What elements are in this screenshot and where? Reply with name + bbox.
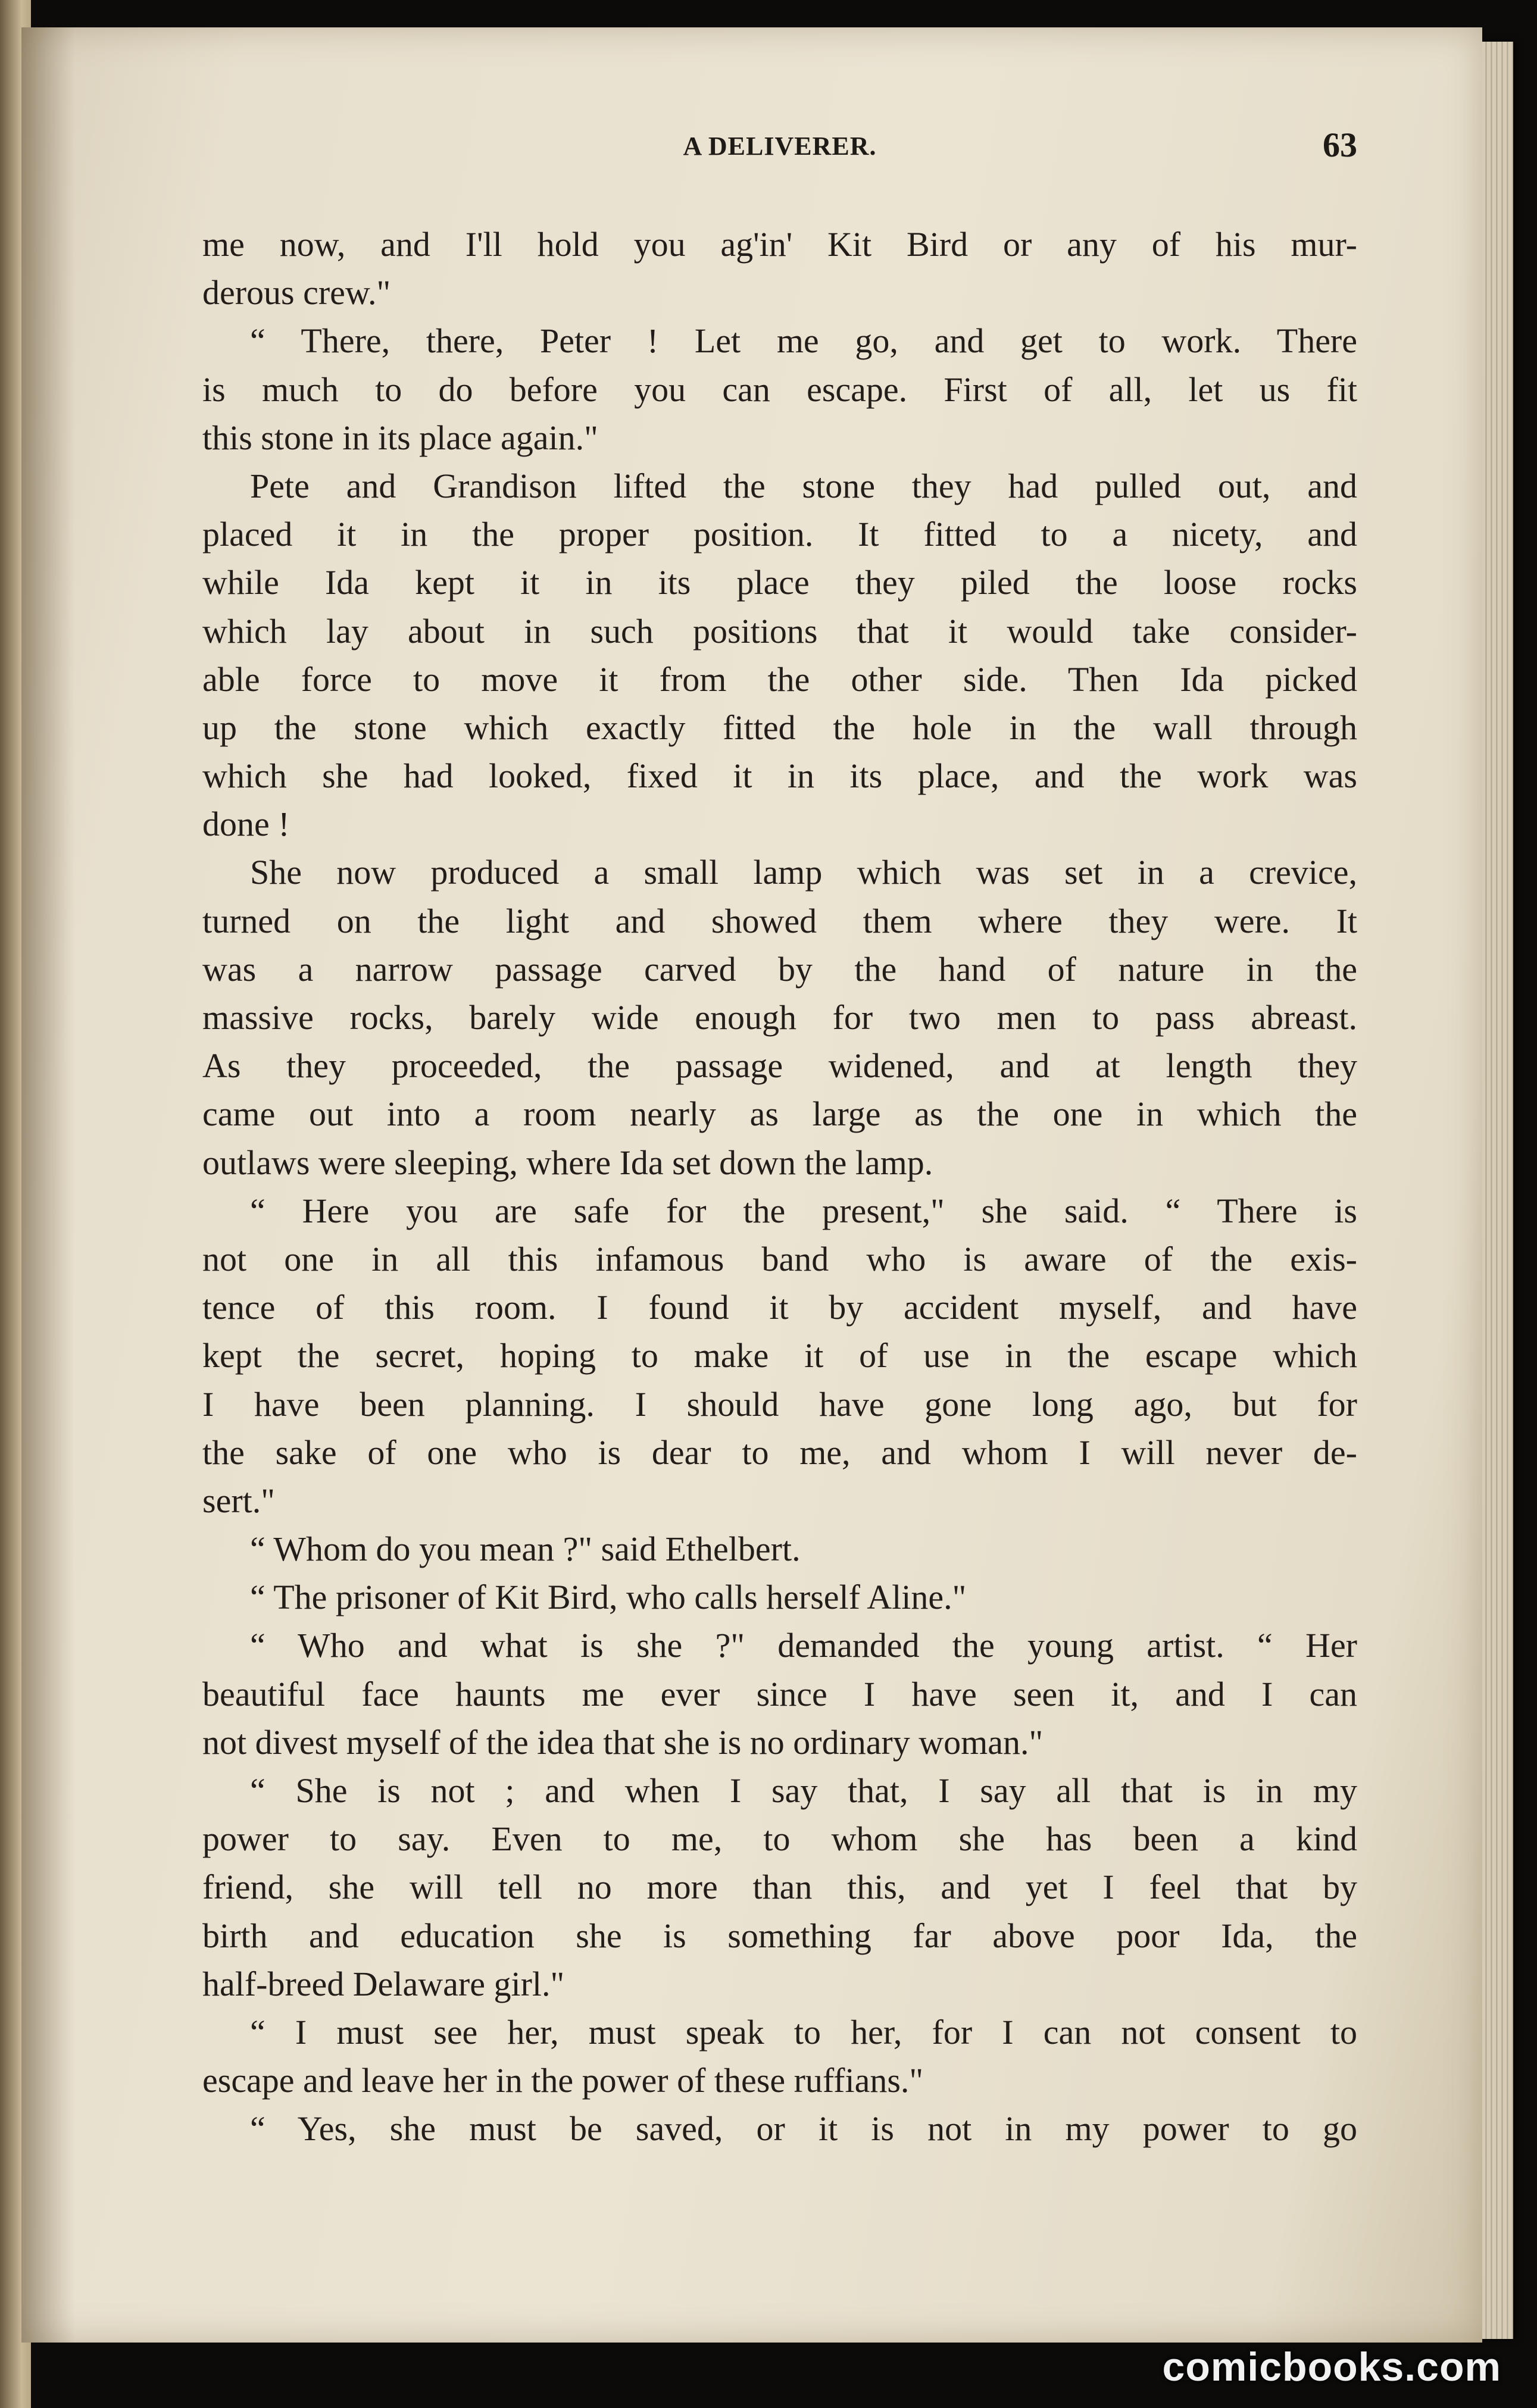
text-line: was a narrow passage carved by the hand of nature in the <box>202 949 1357 989</box>
text-line: me now, and I'll hold you ag'in' Kit Bird or any of his mur- <box>202 225 1357 264</box>
text-line: massive rocks, barely wide enough for two men to pass abreast. <box>202 998 1357 1037</box>
text-line: placed it in the proper position. It fitted to a nicety, and <box>202 515 1357 554</box>
text-line: tence of this room. I found it by accident myself, and have <box>202 1288 1357 1327</box>
text-line: not divest myself of the idea that she is no ordinary woman." <box>202 1722 1044 1762</box>
text-line: outlaws were sleeping, where Ida set down the lamp. <box>202 1143 933 1182</box>
text-line: She now produced a small lamp which was set in a crevice, <box>250 853 1357 892</box>
text-line: “ The prisoner of Kit Bird, who calls herself Aline." <box>250 1578 967 1617</box>
text-line: friend, she will tell no more than this, and yet I feel that by <box>202 1868 1357 1907</box>
text-line: half-breed Delaware girl." <box>202 1964 565 2003</box>
text-line: “ There, there, Peter ! Let me go, and get to work. There <box>250 321 1357 361</box>
text-line: which she had looked, fixed it in its place, and the work was <box>202 756 1357 796</box>
text-line: “ Whom do you mean ?" said Ethelbert. <box>250 1530 801 1569</box>
text-line: I have been planning. I should have gone long ago, but for <box>202 1384 1357 1424</box>
text-line: birth and education she is something far above poor Ida, the <box>202 1916 1357 1955</box>
text-line: “ Who and what is she ?" demanded the young artist. “ Her <box>250 1626 1357 1665</box>
text-line: while Ida kept it in its place they piled the loose rocks <box>202 563 1357 602</box>
text-line: turned on the light and showed them where they were. It <box>202 901 1357 940</box>
text-line: beautiful face haunts me ever since I have seen it, and I can <box>202 1674 1357 1713</box>
text-line: not one in all this infamous band who is aware of the exis- <box>202 1239 1357 1278</box>
gutter-shadow <box>21 27 75 2343</box>
text-line: Pete and Grandison lifted the stone they had pulled out, and <box>250 466 1357 505</box>
text-line: “ Here you are safe for the present," she said. “ There is <box>250 1191 1357 1230</box>
body-text <box>202 220 1357 2153</box>
text-line: power to say. Even to me, to whom she has been a kind <box>202 1819 1357 1859</box>
page-header <box>202 119 1357 173</box>
text-line: up the stone which exactly fitted the hole in the wall through <box>202 708 1357 747</box>
watermark: comicbooks.com <box>1162 2344 1501 2390</box>
text-line: came out into a room nearly as large as the one in which the <box>202 1094 1357 1134</box>
text-line: “ Yes, she must be saved, or it is not in my power to go <box>250 2109 1357 2149</box>
text-line: able force to move it from the other side. Then Ida picked <box>202 659 1357 699</box>
text-line: “ I must see her, must speak to her, for I can not consent to <box>250 2012 1357 2052</box>
text-line: this stone in its place again." <box>202 418 598 457</box>
text-line: “ She is not ; and when I say that, I say all that is in my <box>250 1771 1357 1810</box>
text-line: done ! <box>202 805 290 844</box>
running-head: A DELIVERER. <box>683 132 877 161</box>
text-line: derous crew." <box>202 273 391 312</box>
text-line: the sake of one who is dear to me, and whom I will never de- <box>202 1433 1357 1472</box>
text-line: sert." <box>202 1481 275 1520</box>
text-line: is much to do before you can escape. First of all, let us fit <box>202 370 1357 409</box>
text-line: which lay about in such positions that it would take consider- <box>202 611 1357 651</box>
text-line: As they proceeded, the passage widened, and at length they <box>202 1046 1357 1086</box>
page-number: 63 <box>1323 126 1357 164</box>
text-line: escape and leave her in the power of these ruffians." <box>202 2061 924 2100</box>
text-line: kept the secret, hoping to make it of use in the escape which <box>202 1336 1357 1375</box>
